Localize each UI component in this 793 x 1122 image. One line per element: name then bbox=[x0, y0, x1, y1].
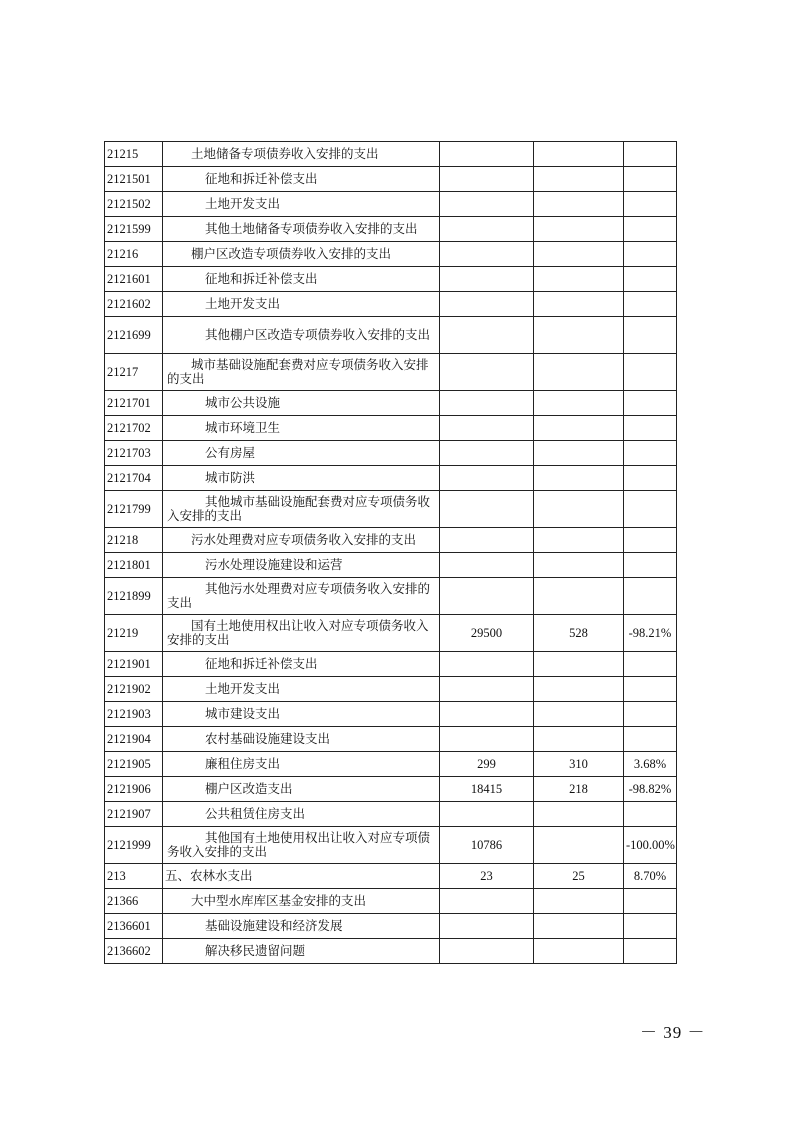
subject-name-text: 土地开发支出 bbox=[205, 681, 281, 696]
subject-name-cell bbox=[163, 292, 440, 317]
prior-year-value-cell bbox=[440, 677, 534, 702]
subject-name-text: 城市建设支出 bbox=[205, 706, 281, 721]
current-year-value-cell bbox=[534, 553, 624, 578]
change-rate-cell bbox=[624, 142, 677, 167]
prior-year-value-cell bbox=[440, 217, 534, 242]
change-rate-cell bbox=[624, 192, 677, 217]
change-rate-cell bbox=[624, 677, 677, 702]
subject-name-text: 城市防洪 bbox=[205, 470, 256, 485]
prior-year-value-cell bbox=[440, 727, 534, 752]
subject-code-cell: 2121601 bbox=[105, 267, 163, 292]
subject-code-cell: 2121502 bbox=[105, 192, 163, 217]
subject-name-text: 棚户区改造专项债券收入安排的支出 bbox=[191, 246, 392, 261]
change-rate-cell bbox=[624, 914, 677, 939]
subject-name-text: 征地和拆迁补偿支出 bbox=[205, 656, 318, 671]
change-rate-cell bbox=[624, 292, 677, 317]
current-year-value-cell: 25 bbox=[534, 864, 624, 889]
subject-code-cell: 21217 bbox=[105, 354, 163, 391]
subject-code-cell: 2121999 bbox=[105, 827, 163, 864]
subject-name-cell bbox=[163, 802, 440, 827]
current-year-value-cell bbox=[534, 416, 624, 441]
prior-year-value-cell bbox=[440, 578, 534, 615]
change-rate-cell bbox=[624, 939, 677, 964]
subject-name-cell bbox=[163, 491, 440, 528]
change-rate-cell bbox=[624, 802, 677, 827]
table-row bbox=[105, 702, 677, 727]
subject-code-cell: 2136601 bbox=[105, 914, 163, 939]
subject-code-cell: 2121902 bbox=[105, 677, 163, 702]
current-year-value-cell bbox=[534, 267, 624, 292]
subject-code-cell: 2121905 bbox=[105, 752, 163, 777]
current-year-value-cell: 218 bbox=[534, 777, 624, 802]
change-rate-cell: -100.00% bbox=[624, 827, 677, 864]
current-year-value-cell bbox=[534, 466, 624, 491]
change-rate-cell bbox=[624, 727, 677, 752]
current-year-value-cell bbox=[534, 578, 624, 615]
change-rate-cell bbox=[624, 416, 677, 441]
subject-code-cell: 213 bbox=[105, 864, 163, 889]
subject-code-cell: 2121701 bbox=[105, 391, 163, 416]
table-row bbox=[105, 889, 677, 914]
change-rate-cell: -98.82% bbox=[624, 777, 677, 802]
subject-name-text: 征地和拆迁补偿支出 bbox=[205, 271, 318, 286]
table-row bbox=[105, 777, 677, 802]
prior-year-value-cell bbox=[440, 466, 534, 491]
prior-year-value-cell bbox=[440, 267, 534, 292]
change-rate-cell bbox=[624, 466, 677, 491]
subject-code-cell: 2121704 bbox=[105, 466, 163, 491]
table-row bbox=[105, 192, 677, 217]
table-row bbox=[105, 752, 677, 777]
subject-name-text: 国有土地使用权出让收入对应专项债务收入安排的支出 bbox=[167, 618, 429, 647]
current-year-value-cell: 528 bbox=[534, 615, 624, 652]
subject-name-text: 其他污水处理费对应专项债务收入安排的支出 bbox=[167, 581, 431, 610]
table-row bbox=[105, 242, 677, 267]
current-year-value-cell bbox=[534, 939, 624, 964]
table-body bbox=[105, 142, 677, 964]
subject-code-cell: 2121904 bbox=[105, 727, 163, 752]
prior-year-value-cell bbox=[440, 702, 534, 727]
table-row bbox=[105, 802, 677, 827]
subject-name-cell bbox=[163, 441, 440, 466]
subject-name-text: 城市公共设施 bbox=[205, 395, 281, 410]
prior-year-value-cell bbox=[440, 192, 534, 217]
subject-name-text: 污水处理费对应专项债务收入安排的支出 bbox=[191, 532, 417, 547]
subject-name-cell bbox=[163, 727, 440, 752]
prior-year-value-cell bbox=[440, 553, 534, 578]
table-row bbox=[105, 441, 677, 466]
change-rate-cell bbox=[624, 889, 677, 914]
subject-name-cell bbox=[163, 914, 440, 939]
subject-name-text: 公共租赁住房支出 bbox=[205, 806, 306, 821]
prior-year-value-cell bbox=[440, 652, 534, 677]
table-row bbox=[105, 167, 677, 192]
change-rate-cell bbox=[624, 267, 677, 292]
table-row bbox=[105, 354, 677, 391]
page-number: － 39 － bbox=[640, 1023, 706, 1042]
table-row bbox=[105, 652, 677, 677]
change-rate-cell bbox=[624, 652, 677, 677]
current-year-value-cell bbox=[534, 292, 624, 317]
current-year-value-cell bbox=[534, 192, 624, 217]
current-year-value-cell bbox=[534, 441, 624, 466]
change-rate-cell bbox=[624, 702, 677, 727]
subject-name-cell bbox=[163, 354, 440, 391]
current-year-value-cell bbox=[534, 827, 624, 864]
subject-name-text: 城市环境卫生 bbox=[205, 420, 281, 435]
subject-name-text: 其他城市基础设施配套费对应专项债务收入安排的支出 bbox=[167, 494, 431, 523]
current-year-value-cell bbox=[534, 391, 624, 416]
subject-code-cell: 2121501 bbox=[105, 167, 163, 192]
table-row bbox=[105, 578, 677, 615]
change-rate-cell: 3.68% bbox=[624, 752, 677, 777]
subject-code-cell: 2121799 bbox=[105, 491, 163, 528]
prior-year-value-cell: 18415 bbox=[440, 777, 534, 802]
table-row bbox=[105, 528, 677, 553]
subject-name-cell bbox=[163, 889, 440, 914]
prior-year-value-cell bbox=[440, 491, 534, 528]
current-year-value-cell bbox=[534, 142, 624, 167]
prior-year-value-cell bbox=[440, 441, 534, 466]
subject-name-text: 棚户区改造支出 bbox=[205, 781, 293, 796]
subject-name-cell bbox=[163, 939, 440, 964]
subject-code-cell: 2121901 bbox=[105, 652, 163, 677]
subject-name-cell bbox=[163, 416, 440, 441]
current-year-value-cell bbox=[534, 354, 624, 391]
subject-name-cell bbox=[163, 217, 440, 242]
table-row bbox=[105, 416, 677, 441]
current-year-value-cell bbox=[534, 217, 624, 242]
table-row bbox=[105, 864, 677, 889]
prior-year-value-cell bbox=[440, 889, 534, 914]
subject-name-cell bbox=[163, 702, 440, 727]
subject-name-cell bbox=[163, 777, 440, 802]
current-year-value-cell bbox=[534, 727, 624, 752]
subject-name-cell bbox=[163, 267, 440, 292]
table-row bbox=[105, 553, 677, 578]
subject-name-cell bbox=[163, 167, 440, 192]
change-rate-cell bbox=[624, 217, 677, 242]
current-year-value-cell bbox=[534, 528, 624, 553]
subject-name-cell bbox=[163, 864, 440, 889]
subject-code-cell: 2121703 bbox=[105, 441, 163, 466]
change-rate-cell bbox=[624, 242, 677, 267]
subject-name-text: 公有房屋 bbox=[205, 445, 256, 460]
subject-name-text: 基础设施建设和经济发展 bbox=[205, 918, 343, 933]
table-row bbox=[105, 217, 677, 242]
subject-code-cell: 21216 bbox=[105, 242, 163, 267]
table-row bbox=[105, 391, 677, 416]
subject-code-cell: 2121899 bbox=[105, 578, 163, 615]
subject-name-cell bbox=[163, 192, 440, 217]
subject-code-cell: 2136602 bbox=[105, 939, 163, 964]
change-rate-cell bbox=[624, 391, 677, 416]
current-year-value-cell bbox=[534, 317, 624, 354]
prior-year-value-cell: 10786 bbox=[440, 827, 534, 864]
subject-name-text: 农村基础设施建设支出 bbox=[205, 731, 331, 746]
subject-name-cell bbox=[163, 466, 440, 491]
subject-code-cell: 21215 bbox=[105, 142, 163, 167]
subject-code-cell: 2121906 bbox=[105, 777, 163, 802]
current-year-value-cell bbox=[534, 889, 624, 914]
change-rate-cell bbox=[624, 354, 677, 391]
prior-year-value-cell bbox=[440, 317, 534, 354]
subject-name-text: 大中型水库库区基金安排的支出 bbox=[191, 893, 367, 908]
prior-year-value-cell bbox=[440, 391, 534, 416]
subject-code-cell: 2121699 bbox=[105, 317, 163, 354]
current-year-value-cell bbox=[534, 652, 624, 677]
current-year-value-cell bbox=[534, 167, 624, 192]
subject-name-cell bbox=[163, 827, 440, 864]
current-year-value-cell bbox=[534, 677, 624, 702]
prior-year-value-cell: 23 bbox=[440, 864, 534, 889]
prior-year-value-cell bbox=[440, 292, 534, 317]
subject-name-cell bbox=[163, 242, 440, 267]
subject-name-text: 土地开发支出 bbox=[205, 296, 281, 311]
subject-code-cell: 2121903 bbox=[105, 702, 163, 727]
subject-code-cell: 21366 bbox=[105, 889, 163, 914]
subject-code-cell: 21219 bbox=[105, 615, 163, 652]
subject-name-text: 城市基础设施配套费对应专项债务收入安排的支出 bbox=[167, 357, 429, 386]
subject-name-text: 其他棚户区改造专项债券收入安排的支出 bbox=[205, 327, 431, 342]
change-rate-cell bbox=[624, 167, 677, 192]
subject-code-cell: 2121801 bbox=[105, 553, 163, 578]
subject-name-cell bbox=[163, 652, 440, 677]
subject-name-text: 其他国有土地使用权出让收入对应专项债务收入安排的支出 bbox=[167, 830, 431, 859]
prior-year-value-cell: 299 bbox=[440, 752, 534, 777]
current-year-value-cell bbox=[534, 702, 624, 727]
table-row bbox=[105, 466, 677, 491]
prior-year-value-cell bbox=[440, 416, 534, 441]
subject-name-text: 污水处理设施建设和运营 bbox=[205, 557, 343, 572]
subject-name-text: 解决移民遗留问题 bbox=[205, 943, 306, 958]
subject-name-text: 廉租住房支出 bbox=[205, 756, 281, 771]
table-row bbox=[105, 939, 677, 964]
subject-code-cell: 2121907 bbox=[105, 802, 163, 827]
prior-year-value-cell bbox=[440, 939, 534, 964]
subject-name-cell bbox=[163, 553, 440, 578]
subject-code-cell: 2121602 bbox=[105, 292, 163, 317]
change-rate-cell bbox=[624, 553, 677, 578]
budget-table bbox=[104, 141, 677, 964]
subject-name-cell bbox=[163, 677, 440, 702]
subject-name-cell bbox=[163, 752, 440, 777]
current-year-value-cell bbox=[534, 802, 624, 827]
change-rate-cell bbox=[624, 578, 677, 615]
subject-code-cell: 21218 bbox=[105, 528, 163, 553]
prior-year-value-cell bbox=[440, 167, 534, 192]
table-row bbox=[105, 292, 677, 317]
subject-name-text: 土地开发支出 bbox=[205, 196, 281, 211]
change-rate-cell: 8.70% bbox=[624, 864, 677, 889]
subject-name-text: 征地和拆迁补偿支出 bbox=[205, 171, 318, 186]
subject-name-cell bbox=[163, 528, 440, 553]
table-row bbox=[105, 615, 677, 652]
current-year-value-cell: 310 bbox=[534, 752, 624, 777]
table-row bbox=[105, 914, 677, 939]
subject-name-text: 五、农林水支出 bbox=[165, 868, 253, 883]
table-row bbox=[105, 142, 677, 167]
change-rate-cell bbox=[624, 317, 677, 354]
change-rate-cell bbox=[624, 491, 677, 528]
prior-year-value-cell bbox=[440, 528, 534, 553]
current-year-value-cell bbox=[534, 491, 624, 528]
subject-name-cell bbox=[163, 615, 440, 652]
subject-code-cell: 2121599 bbox=[105, 217, 163, 242]
table-row bbox=[105, 317, 677, 354]
table-row bbox=[105, 827, 677, 864]
subject-name-text: 土地储备专项债券收入安排的支出 bbox=[191, 146, 379, 161]
current-year-value-cell bbox=[534, 914, 624, 939]
subject-name-cell bbox=[163, 142, 440, 167]
subject-name-cell bbox=[163, 391, 440, 416]
prior-year-value-cell bbox=[440, 802, 534, 827]
change-rate-cell bbox=[624, 441, 677, 466]
subject-name-cell bbox=[163, 578, 440, 615]
subject-code-cell: 2121702 bbox=[105, 416, 163, 441]
change-rate-cell: -98.21% bbox=[624, 615, 677, 652]
table-row bbox=[105, 727, 677, 752]
table-row bbox=[105, 267, 677, 292]
current-year-value-cell bbox=[534, 242, 624, 267]
prior-year-value-cell bbox=[440, 142, 534, 167]
prior-year-value-cell bbox=[440, 242, 534, 267]
table-row bbox=[105, 491, 677, 528]
prior-year-value-cell bbox=[440, 354, 534, 391]
subject-name-cell bbox=[163, 317, 440, 354]
prior-year-value-cell: 29500 bbox=[440, 615, 534, 652]
table-row bbox=[105, 677, 677, 702]
change-rate-cell bbox=[624, 528, 677, 553]
subject-name-text: 其他土地储备专项债券收入安排的支出 bbox=[205, 221, 418, 236]
prior-year-value-cell bbox=[440, 914, 534, 939]
